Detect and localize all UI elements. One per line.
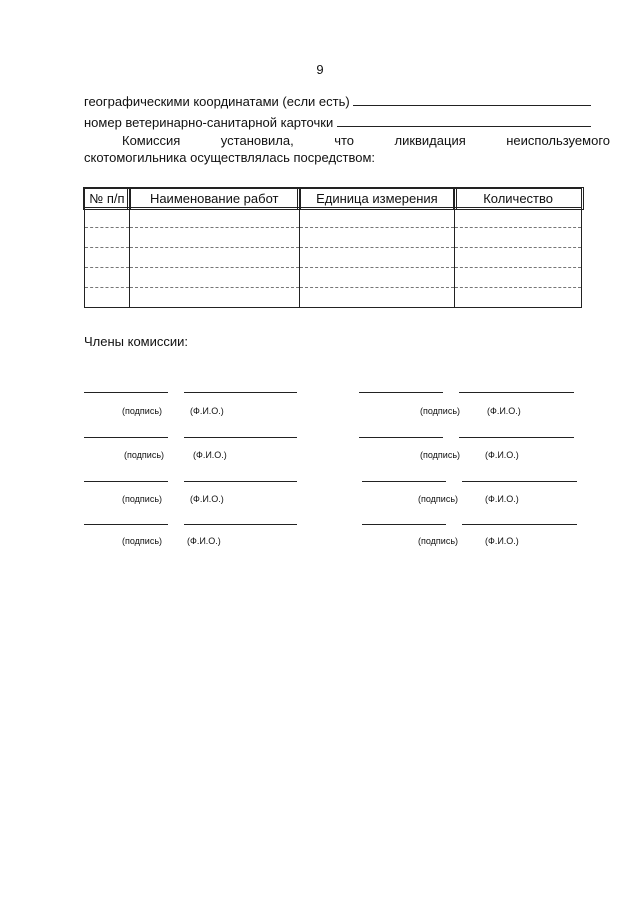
signature-caption: (подпись) <box>420 450 461 460</box>
table-cell[interactable] <box>455 248 582 268</box>
signature-line[interactable] <box>362 524 446 525</box>
name-caption: (Ф.И.О.) <box>485 494 519 504</box>
signature-caption: (подпись) <box>124 450 165 460</box>
name-line[interactable] <box>184 481 297 482</box>
name-line[interactable] <box>184 437 297 438</box>
name-line[interactable] <box>462 481 577 482</box>
signature-line[interactable] <box>362 481 446 482</box>
name-caption: (Ф.И.О.) <box>485 450 519 460</box>
signature-caption: (подпись) <box>420 406 461 416</box>
name-caption: (Ф.И.О.) <box>485 536 519 546</box>
name-line[interactable] <box>462 524 577 525</box>
coordinates-label: географическими координатами (если есть) <box>84 94 350 109</box>
name-caption: (Ф.И.О.) <box>190 494 224 504</box>
signature-line[interactable] <box>84 392 168 393</box>
signature-caption: (подпись) <box>418 494 459 504</box>
table-cell[interactable] <box>129 268 299 288</box>
table-cell[interactable] <box>129 288 299 308</box>
table-cell[interactable] <box>455 228 582 248</box>
coordinates-field <box>84 94 591 109</box>
table-cell[interactable] <box>85 268 130 288</box>
works-table <box>84 188 582 308</box>
signature-line[interactable] <box>84 524 168 525</box>
table-cell[interactable] <box>299 288 455 308</box>
card-number-label: номер ветеринарно-санитарной карточки <box>84 115 334 130</box>
table-cell[interactable] <box>85 288 130 308</box>
table-row <box>85 208 582 228</box>
table-cell[interactable] <box>299 248 455 268</box>
signature-line[interactable] <box>84 481 168 482</box>
statement-word: неиспользуемого <box>506 133 610 148</box>
name-caption: (Ф.И.О.) <box>193 450 227 460</box>
page-number: 9 <box>316 62 324 77</box>
table-cell[interactable] <box>129 208 299 228</box>
name-caption: (Ф.И.О.) <box>487 406 521 416</box>
table-cell[interactable] <box>455 288 582 308</box>
table-header-row <box>85 189 582 208</box>
table-row <box>85 248 582 268</box>
signature-line[interactable] <box>84 437 168 438</box>
name-line[interactable] <box>459 392 574 393</box>
signature-caption: (подпись) <box>122 494 163 504</box>
signature-caption: (подпись) <box>122 406 163 416</box>
name-line[interactable] <box>184 524 297 525</box>
table-cell[interactable] <box>299 208 455 228</box>
card-number-blank[interactable] <box>337 126 591 127</box>
coordinates-blank[interactable] <box>353 105 591 106</box>
table-row <box>85 268 582 288</box>
table-cell[interactable] <box>85 228 130 248</box>
table-cell[interactable] <box>85 248 130 268</box>
table-row <box>85 288 582 308</box>
statement-word: Комиссия <box>122 133 181 148</box>
header-unit: Единица измерения <box>299 189 455 208</box>
table-cell[interactable] <box>299 228 455 248</box>
table-row <box>85 228 582 248</box>
header-number: № п/п <box>85 189 130 208</box>
table-cell[interactable] <box>299 268 455 288</box>
name-line[interactable] <box>459 437 574 438</box>
table-cell[interactable] <box>85 208 130 228</box>
table-cell[interactable] <box>129 228 299 248</box>
card-number-field <box>84 115 591 130</box>
table-cell[interactable] <box>455 268 582 288</box>
signature-caption: (подпись) <box>122 536 163 546</box>
signature-line[interactable] <box>359 437 443 438</box>
name-caption: (Ф.И.О.) <box>190 406 224 416</box>
statement-word: установила, <box>220 133 294 148</box>
name-line[interactable] <box>184 392 297 393</box>
table-cell[interactable] <box>455 208 582 228</box>
statement-word: ликвидация <box>394 133 466 148</box>
header-work-name: Наименование работ <box>129 189 299 208</box>
name-caption: (Ф.И.О.) <box>187 536 221 546</box>
signature-caption: (подпись) <box>418 536 459 546</box>
statement-line-2: скотомогильника осуществлялась посредством: <box>84 150 376 165</box>
statement-line-1 <box>84 133 610 148</box>
table-cell[interactable] <box>129 248 299 268</box>
header-quantity: Количество <box>455 189 582 208</box>
signature-line[interactable] <box>359 392 443 393</box>
commission-members-title: Члены комиссии: <box>84 334 189 349</box>
statement-word: что <box>334 133 354 148</box>
